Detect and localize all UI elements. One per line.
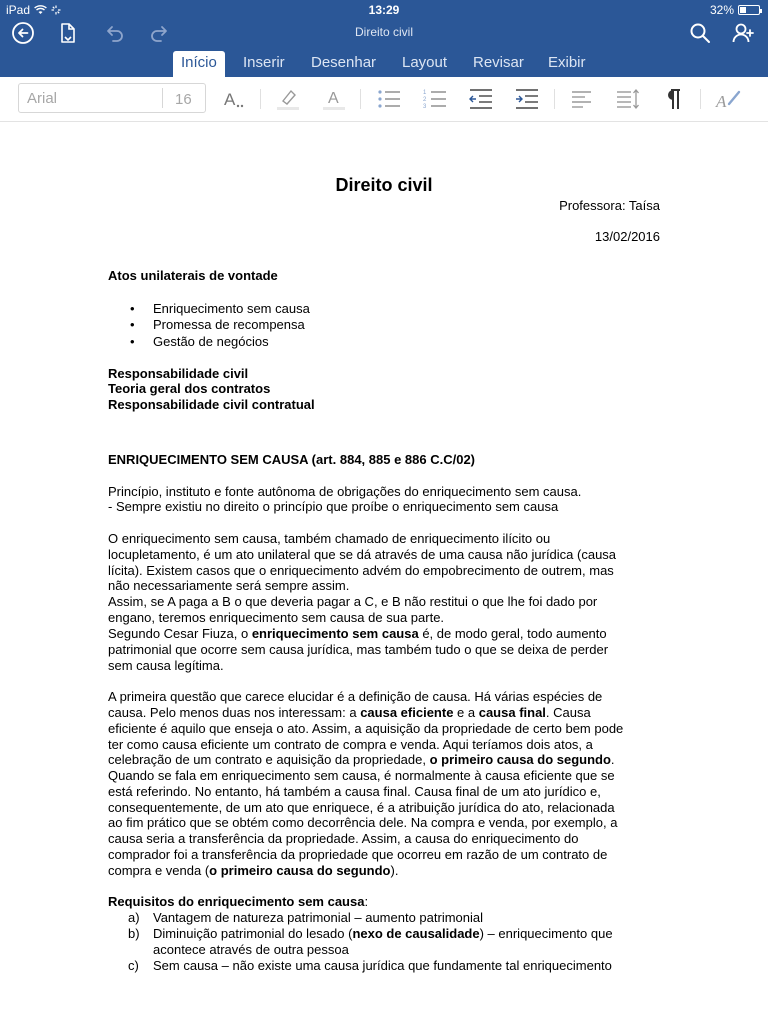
svg-text:A: A: [224, 90, 236, 109]
atos-title: Atos unilaterais de vontade: [108, 268, 278, 283]
line-spacing-button[interactable]: [614, 85, 642, 113]
svg-text:A: A: [716, 92, 727, 111]
app-header: [0, 0, 768, 77]
paragraph-line: comprador foi a transferência da propriedade que ocorreu em razão de um contrato de: [108, 847, 608, 862]
back-button[interactable]: [10, 20, 36, 46]
list-marker: b): [128, 926, 140, 941]
text-run: :: [364, 894, 369, 909]
list-item: Gestão de negócios: [153, 334, 269, 349]
text-run: celebração de um contrato e aquisição da propriedade,: [108, 752, 430, 767]
status-right: [710, 3, 760, 17]
ribbon-divider: [360, 89, 361, 109]
doc-heading: Direito civil: [335, 175, 433, 195]
list-item: Sem causa – não existe uma causa jurídica que fundamente tal enriquecimento: [153, 958, 612, 973]
document-title: Direito civil: [354, 25, 413, 39]
font-name-field[interactable]: Arial: [27, 90, 58, 107]
bullet-dot: •: [130, 301, 135, 316]
show-marks-button[interactable]: [660, 85, 688, 113]
file-icon: [56, 21, 80, 45]
requirements-title: [108, 894, 368, 910]
font-divider: [162, 88, 163, 108]
svg-text:2: 2: [423, 97, 427, 103]
redo-button[interactable]: [146, 20, 172, 46]
tab-desenhar[interactable]: Desenhar: [311, 54, 377, 71]
paragraph-line: locupletamento, é um ato unilateral que se dá através de uma causa não jurídica (causa: [108, 547, 617, 562]
paragraph-line: patrimonial que ocorre sem causa jurídica, mas também tudo o que se deixa de perder: [108, 642, 609, 657]
highlight-button[interactable]: [274, 85, 302, 113]
list-marker: a): [128, 910, 140, 925]
numbering-button[interactable]: [421, 85, 449, 113]
battery-percent: 32%: [709, 3, 734, 17]
text-run: é, de modo geral, todo aumento: [418, 626, 607, 641]
undo-button[interactable]: [102, 20, 128, 46]
tab-layout[interactable]: Layout: [402, 54, 448, 71]
font-size-field[interactable]: 16: [175, 91, 192, 108]
text-run-bold: causa final: [478, 705, 546, 720]
paragraph-line: Assim, se A paga a B o que deveria pagar a C, e B não restitui o que lhe foi dado por: [108, 594, 598, 609]
status-time: 13:29: [368, 3, 400, 17]
document-page[interactable]: [0, 123, 768, 1024]
font-options-button[interactable]: [220, 85, 248, 113]
paragraph-line: lícita). Existem casos que o enriquecimento advém do empobrecimento de outrem, mas: [108, 563, 614, 578]
topic-line: Teoria geral dos contratos: [108, 381, 271, 396]
share-button[interactable]: [730, 20, 756, 46]
text-run-bold: o primeiro causa do segundo: [429, 752, 611, 767]
ribbon-divider: [554, 89, 555, 109]
tab-revisar[interactable]: Revisar: [473, 54, 524, 71]
paragraph-line: está referindo. No entanto, há também a causa final. Causa final de um ato jurídico e,: [108, 784, 601, 799]
highlighter-icon: [275, 86, 301, 112]
font-color-icon: [321, 86, 347, 112]
styles-button[interactable]: [714, 85, 742, 113]
paragraph-line: não necessariamente será sempre assim.: [108, 578, 350, 593]
paragraph-line: [108, 863, 398, 879]
align-left-button[interactable]: [568, 85, 596, 113]
list-item-continuation: acontece através de outra pessoa: [153, 942, 349, 957]
device-label: iPad: [6, 3, 31, 17]
list-item: Enriquecimento sem causa: [153, 301, 310, 316]
text-run: ) – enriquecimento que: [479, 926, 613, 941]
font-format-icon: [221, 86, 247, 112]
doc-date: 13/02/2016: [594, 229, 660, 244]
paragraph-line: Quando se fala em enriquecimento sem causa, é normalmente à causa eficiente que se: [108, 768, 615, 783]
font-color-button[interactable]: [320, 85, 348, 113]
align-left-icon: [569, 86, 595, 112]
text-run-bold: o primeiro causa do segundo: [209, 863, 391, 878]
text-run: compra e venda (: [108, 863, 210, 878]
add-person-icon: [731, 21, 755, 45]
paragraph-line: [108, 626, 607, 642]
ribbon-divider: [260, 89, 261, 109]
increase-indent-button[interactable]: [513, 85, 541, 113]
text-run: .: [610, 752, 615, 767]
pilcrow-icon: [661, 86, 687, 112]
section-title: ENRIQUECIMENTO SEM CAUSA (art. 884, 885 e 886 C.C/02): [108, 452, 476, 467]
undo-icon: [103, 21, 127, 45]
paragraph-line: A primeira questão que carece elucidar é a definição de causa. Há várias espécies de: [108, 689, 603, 704]
font-selector[interactable]: [18, 83, 206, 113]
paragraph-line: [108, 705, 591, 721]
ribbon-tabs: [0, 51, 768, 77]
intro-line: - Sempre existiu no direito o princípio que proíbe o enriquecimento sem causa: [108, 499, 559, 514]
topic-line: Responsabilidade civil: [108, 366, 249, 381]
paragraph-line: O enriquecimento sem causa, também chamado de enriquecimento ilícito ou: [108, 531, 551, 546]
text-run-bold: causa eficiente: [360, 705, 454, 720]
numbered-list-icon: [422, 86, 448, 112]
styles-brush-icon: [715, 86, 741, 112]
bullet-dot: •: [130, 334, 135, 349]
text-run: Segundo Cesar Fiuza, o: [108, 626, 252, 641]
bullet-dot: •: [130, 317, 135, 332]
search-button[interactable]: [687, 20, 713, 46]
tab-inserir[interactable]: Inserir: [243, 54, 285, 71]
text-run: e a: [453, 705, 479, 720]
svg-text:3: 3: [423, 104, 427, 110]
text-run: ).: [390, 863, 399, 878]
ribbon-divider: [700, 89, 701, 109]
paragraph-line: ter como causa eficiente um contrato de compra e venda. Aqui teríamos dois atos, a: [108, 737, 593, 752]
paragraph-line: eficiente é aquilo que enseja o ato. Assim, a aquisição da propriedade de certo bem pode: [108, 721, 624, 736]
text-run-bold: nexo de causalidade: [352, 926, 480, 941]
topic-line: Responsabilidade civil contratual: [108, 397, 315, 412]
search-icon: [688, 21, 712, 45]
file-button[interactable]: [55, 20, 81, 46]
decrease-indent-button[interactable]: [467, 85, 495, 113]
battery-icon: [738, 5, 760, 15]
text-run-bold: Requisitos do enriquecimento sem causa: [108, 894, 365, 909]
battery-fill: [740, 7, 746, 13]
list-item: [153, 926, 613, 942]
bullet-list-icon: [376, 86, 402, 112]
tab-inicio[interactable]: Início: [173, 51, 225, 77]
svg-text:1: 1: [423, 90, 427, 96]
back-arrow-icon: [11, 21, 35, 45]
paragraph-line: [108, 752, 615, 768]
paragraph-line: ao fim prático que se obtém como decorrência dele. Na compra e venda, por exemplo, a: [108, 815, 618, 830]
bullets-button[interactable]: [375, 85, 403, 113]
increase-indent-icon: [514, 86, 540, 112]
intro-line: Princípio, instituto e fonte autônoma de obrigações do enriquecimento sem causa.: [108, 484, 582, 499]
tab-exibir[interactable]: Exibir: [548, 54, 586, 71]
list-item: Vantagem de natureza patrimonial – aumento patrimonial: [153, 910, 484, 925]
paragraph-line: causa seria a transferência da propriedade. Assim, a causa do enriquecimento do: [108, 831, 579, 846]
redo-icon: [147, 21, 171, 45]
list-marker: c): [128, 958, 139, 973]
text-run: Diminuição patrimonial do lesado (: [153, 926, 353, 941]
text-run: causa. Pelo menos duas nos interessam: a: [108, 705, 361, 720]
svg-text:A: A: [328, 90, 339, 107]
paragraph-line: sem causa legítima.: [108, 658, 224, 673]
decrease-indent-icon: [468, 86, 494, 112]
doc-professor: Professora: Taísa: [559, 198, 660, 213]
paragraph-line: consequentemente, de um ato que enriquece, é a atribuição jurídica do ato, relacionada: [108, 800, 615, 815]
text-run-bold: enriquecimento sem causa: [251, 626, 419, 641]
ribbon-toolbar: [0, 77, 768, 122]
list-item: Promessa de recompensa: [153, 317, 305, 332]
text-run: . Causa: [545, 705, 591, 720]
line-spacing-icon: [615, 86, 641, 112]
paragraph-line: engano, teremos enriquecimento sem causa de sua parte.: [108, 610, 445, 625]
